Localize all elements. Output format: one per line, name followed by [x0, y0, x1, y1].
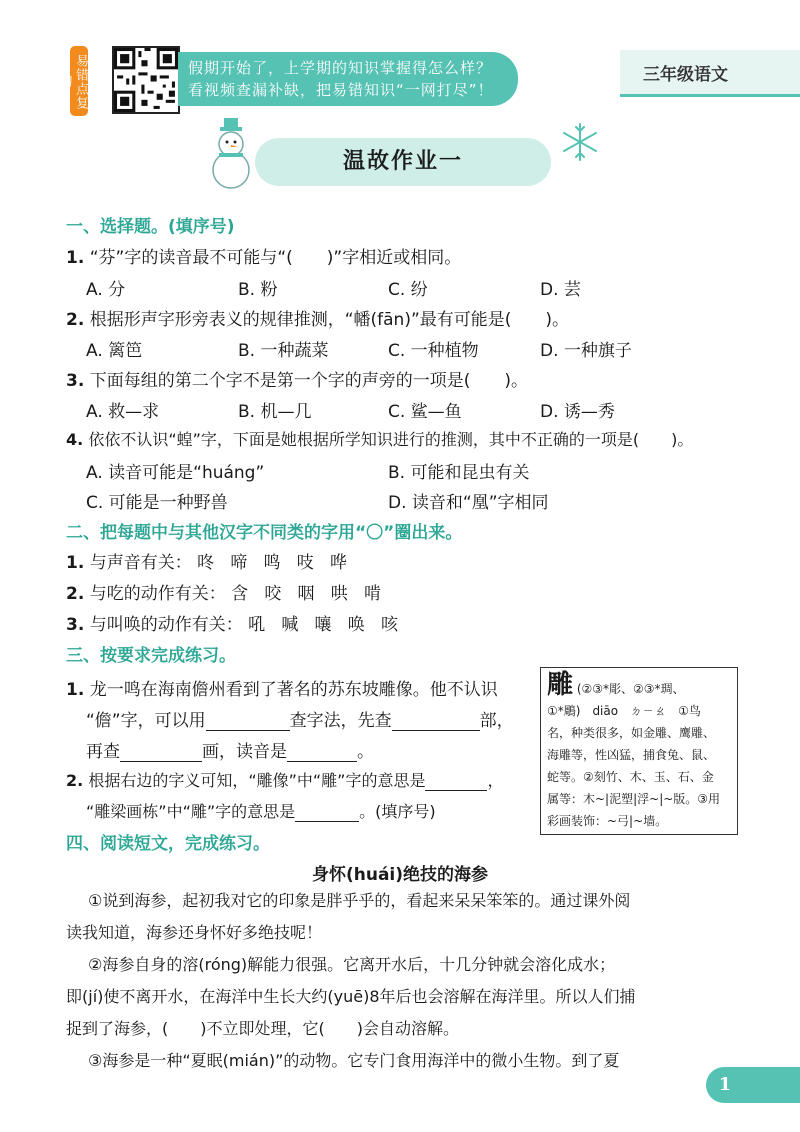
dict-header [547, 670, 731, 700]
answer-blank[interactable] [120, 743, 202, 762]
char-option[interactable]: 吱 [296, 553, 314, 573]
option-d[interactable]: D. 一种旗子 [540, 341, 632, 361]
option-d[interactable]: D. 诱—秀 [540, 402, 615, 422]
banner-line-2: 看视频查漏补缺，把易错知识“一网打尽”！ [188, 81, 494, 99]
char-option[interactable]: 唤 [347, 615, 365, 635]
char-option[interactable]: 鸣 [263, 553, 281, 573]
qr-code-icon[interactable] [112, 46, 180, 114]
dict-line: 属等：木~|泥塑|浮~|~版。③用 [547, 792, 721, 806]
dict-line: 名，种类很多，如金雕、鹰雕、 [547, 726, 716, 740]
dict-variants: (②③*彫、②③*琱、 [576, 682, 685, 696]
option-a[interactable]: A. 读音可能是“huáng” [86, 463, 265, 483]
question-text: “芬”字的读音最不可能与“( )”字相近或相同。 [89, 248, 462, 268]
qr-pattern [114, 48, 178, 112]
item-label: 与吃的动作有关： [89, 584, 226, 604]
subject-label: 三年级语文 [643, 65, 728, 85]
exercise-text: 画，读音是 [202, 742, 287, 762]
page-number: 1 [706, 1067, 744, 1103]
section-1-heading: 一、选择题。(填序号) [66, 217, 235, 237]
page-number-tab [744, 1067, 800, 1103]
char-option[interactable]: 咬 [264, 584, 282, 604]
char-option[interactable]: 啃 [363, 584, 381, 604]
item-number: 3. [66, 615, 85, 635]
circle-item-3 [66, 610, 398, 635]
circle-item-1 [66, 548, 347, 573]
question-1 [66, 243, 461, 268]
option-a[interactable]: A. 篱笆 [86, 341, 143, 361]
item-label: 与叫唤的动作有关： [89, 615, 243, 635]
paragraph-2-line: 捉到了海参，( )不立即处理，它( )会自动溶解。 [66, 1019, 459, 1038]
question-4 [66, 427, 693, 450]
option-b[interactable]: B. 可能和昆虫有关 [388, 463, 530, 483]
question-3 [66, 366, 528, 391]
question-text: 根据形声字形旁表义的规律推测，“幡(fān)”最有可能是( )。 [89, 310, 570, 330]
review-badge: 易错点复习 [70, 46, 88, 116]
char-option[interactable]: 咽 [297, 584, 315, 604]
exercise-text: 部， [479, 711, 514, 731]
exercise-1-line-2 [86, 706, 514, 731]
exercise-text: 查字法，先查 [289, 711, 392, 731]
exercise-1-line-1 [66, 675, 498, 700]
dict-line: ①*鵰) diāo ㄉㄧㄠ ①鸟 [547, 704, 701, 718]
answer-blank[interactable] [295, 803, 359, 822]
question-number: 1. [66, 248, 85, 268]
option-c[interactable]: C. 纷 [388, 280, 428, 300]
story-title: 身怀(huái)绝技的海参 [311, 865, 489, 885]
char-option[interactable]: 哗 [329, 553, 347, 573]
option-c[interactable]: C. 鲨—鱼 [388, 402, 462, 422]
exercise-2-line-1 [66, 768, 504, 791]
question-text: 依依不认识“蝗”字，下面是她根据所学知识进行的推测，其中不正确的一项是( )。 [88, 430, 694, 449]
option-c[interactable]: C. 可能是一种野兽 [86, 493, 228, 513]
paragraph-2-line: ②海参自身的溶(róng)解能力很强。它离开水后，十几分钟就会溶化成水； [88, 955, 616, 974]
char-option[interactable]: 嚷 [314, 615, 332, 635]
question-text: 下面每组的第二个字不是第一个字的声旁的一项是( )。 [89, 371, 528, 391]
page-title: 温故作业一 [342, 149, 463, 174]
option-a[interactable]: A. 分 [86, 280, 126, 300]
char-option[interactable]: 哄 [330, 584, 348, 604]
option-b[interactable]: B. 粉 [238, 280, 278, 300]
dict-line: 彩画装饰：~弓|~墙。 [547, 814, 668, 828]
answer-blank[interactable] [206, 712, 290, 731]
exercise-1-line-3 [86, 737, 374, 762]
exercise-text: “儋”字，可以用 [86, 711, 206, 731]
exercise-2-line-2 [86, 799, 436, 822]
option-a[interactable]: A. 救—求 [86, 402, 160, 422]
option-c[interactable]: C. 一种植物 [388, 341, 479, 361]
video-banner[interactable] [178, 52, 518, 106]
paragraph-1-line: ①说到海参，起初我对它的印象是胖乎乎的，看起来呆呆笨笨的。通过课外阅 [88, 891, 631, 910]
exercise-text: 龙一鸣在海南儋州看到了著名的苏东坡雕像。他不认识 [89, 680, 498, 700]
exercise-text: 。 [357, 742, 374, 762]
exercise-text: ， [487, 771, 504, 790]
exercise-text: 。(填序号) [359, 802, 436, 821]
char-option[interactable]: 咳 [380, 615, 398, 635]
circle-item-2 [66, 579, 381, 604]
question-number: 4. [66, 430, 84, 449]
dict-character: 雕 [547, 670, 574, 700]
section-3-heading: 三、按要求完成练习。 [66, 646, 236, 666]
question-2 [66, 305, 569, 330]
paragraph-3-line: ③海参是一种“夏眠(mián)”的动物。它专门食用海洋中的微小生物。到了夏 [88, 1051, 620, 1070]
snowflake-icon [560, 122, 600, 162]
option-d[interactable]: D. 读音和“凰”字相同 [388, 493, 549, 513]
question-number: 3. [66, 371, 85, 391]
item-number: 1. [66, 553, 85, 573]
section-2-heading: 二、把每题中与其他汉字不同类的字用“〇”圈出来。 [66, 523, 463, 543]
question-number: 2. [66, 310, 85, 330]
answer-blank[interactable] [287, 743, 357, 762]
exercise-text: 再查 [86, 742, 120, 762]
paragraph-2-line: 即(jí)使不离开水，在海洋中生长大约(yuē)8年后也会溶解在海洋里。所以人们捕 [66, 987, 636, 1006]
snowman-icon [205, 118, 257, 190]
exercise-text: “雕梁画栋”中“雕”字的意思是 [86, 802, 296, 821]
char-option[interactable]: 含 [231, 584, 249, 604]
exercise-number: 1. [66, 680, 85, 700]
answer-blank[interactable] [392, 712, 480, 731]
paragraph-1-line: 读我知道，海参还身怀好多绝技呢！ [66, 923, 323, 942]
banner-line-1: 假期开始了，上学期的知识掌握得怎么样？ [188, 59, 493, 77]
dictionary-box [540, 667, 738, 835]
option-d[interactable]: D. 芸 [540, 280, 581, 300]
option-b[interactable]: B. 一种蔬菜 [238, 341, 329, 361]
passage [66, 885, 746, 1077]
item-number: 2. [66, 584, 85, 604]
item-label: 与声音有关： [89, 553, 192, 573]
dict-line: 蛇等。②刻竹、木、玉、石、金 [547, 770, 714, 784]
exercise-number: 2. [66, 771, 84, 790]
option-b[interactable]: B. 机—几 [238, 402, 312, 422]
section-4-heading: 四、阅读短文，完成练习。 [66, 834, 270, 854]
answer-blank[interactable] [425, 772, 487, 791]
char-option[interactable]: 咚 [197, 553, 215, 573]
exercise-text: 根据右边的字义可知，“雕像”中“雕”字的意思是 [88, 771, 426, 790]
dict-line: 海雕等，性凶猛，捕食兔、鼠、 [547, 748, 716, 762]
char-option[interactable]: 喊 [281, 615, 299, 635]
char-option[interactable]: 啼 [230, 553, 248, 573]
char-option[interactable]: 吼 [248, 615, 266, 635]
